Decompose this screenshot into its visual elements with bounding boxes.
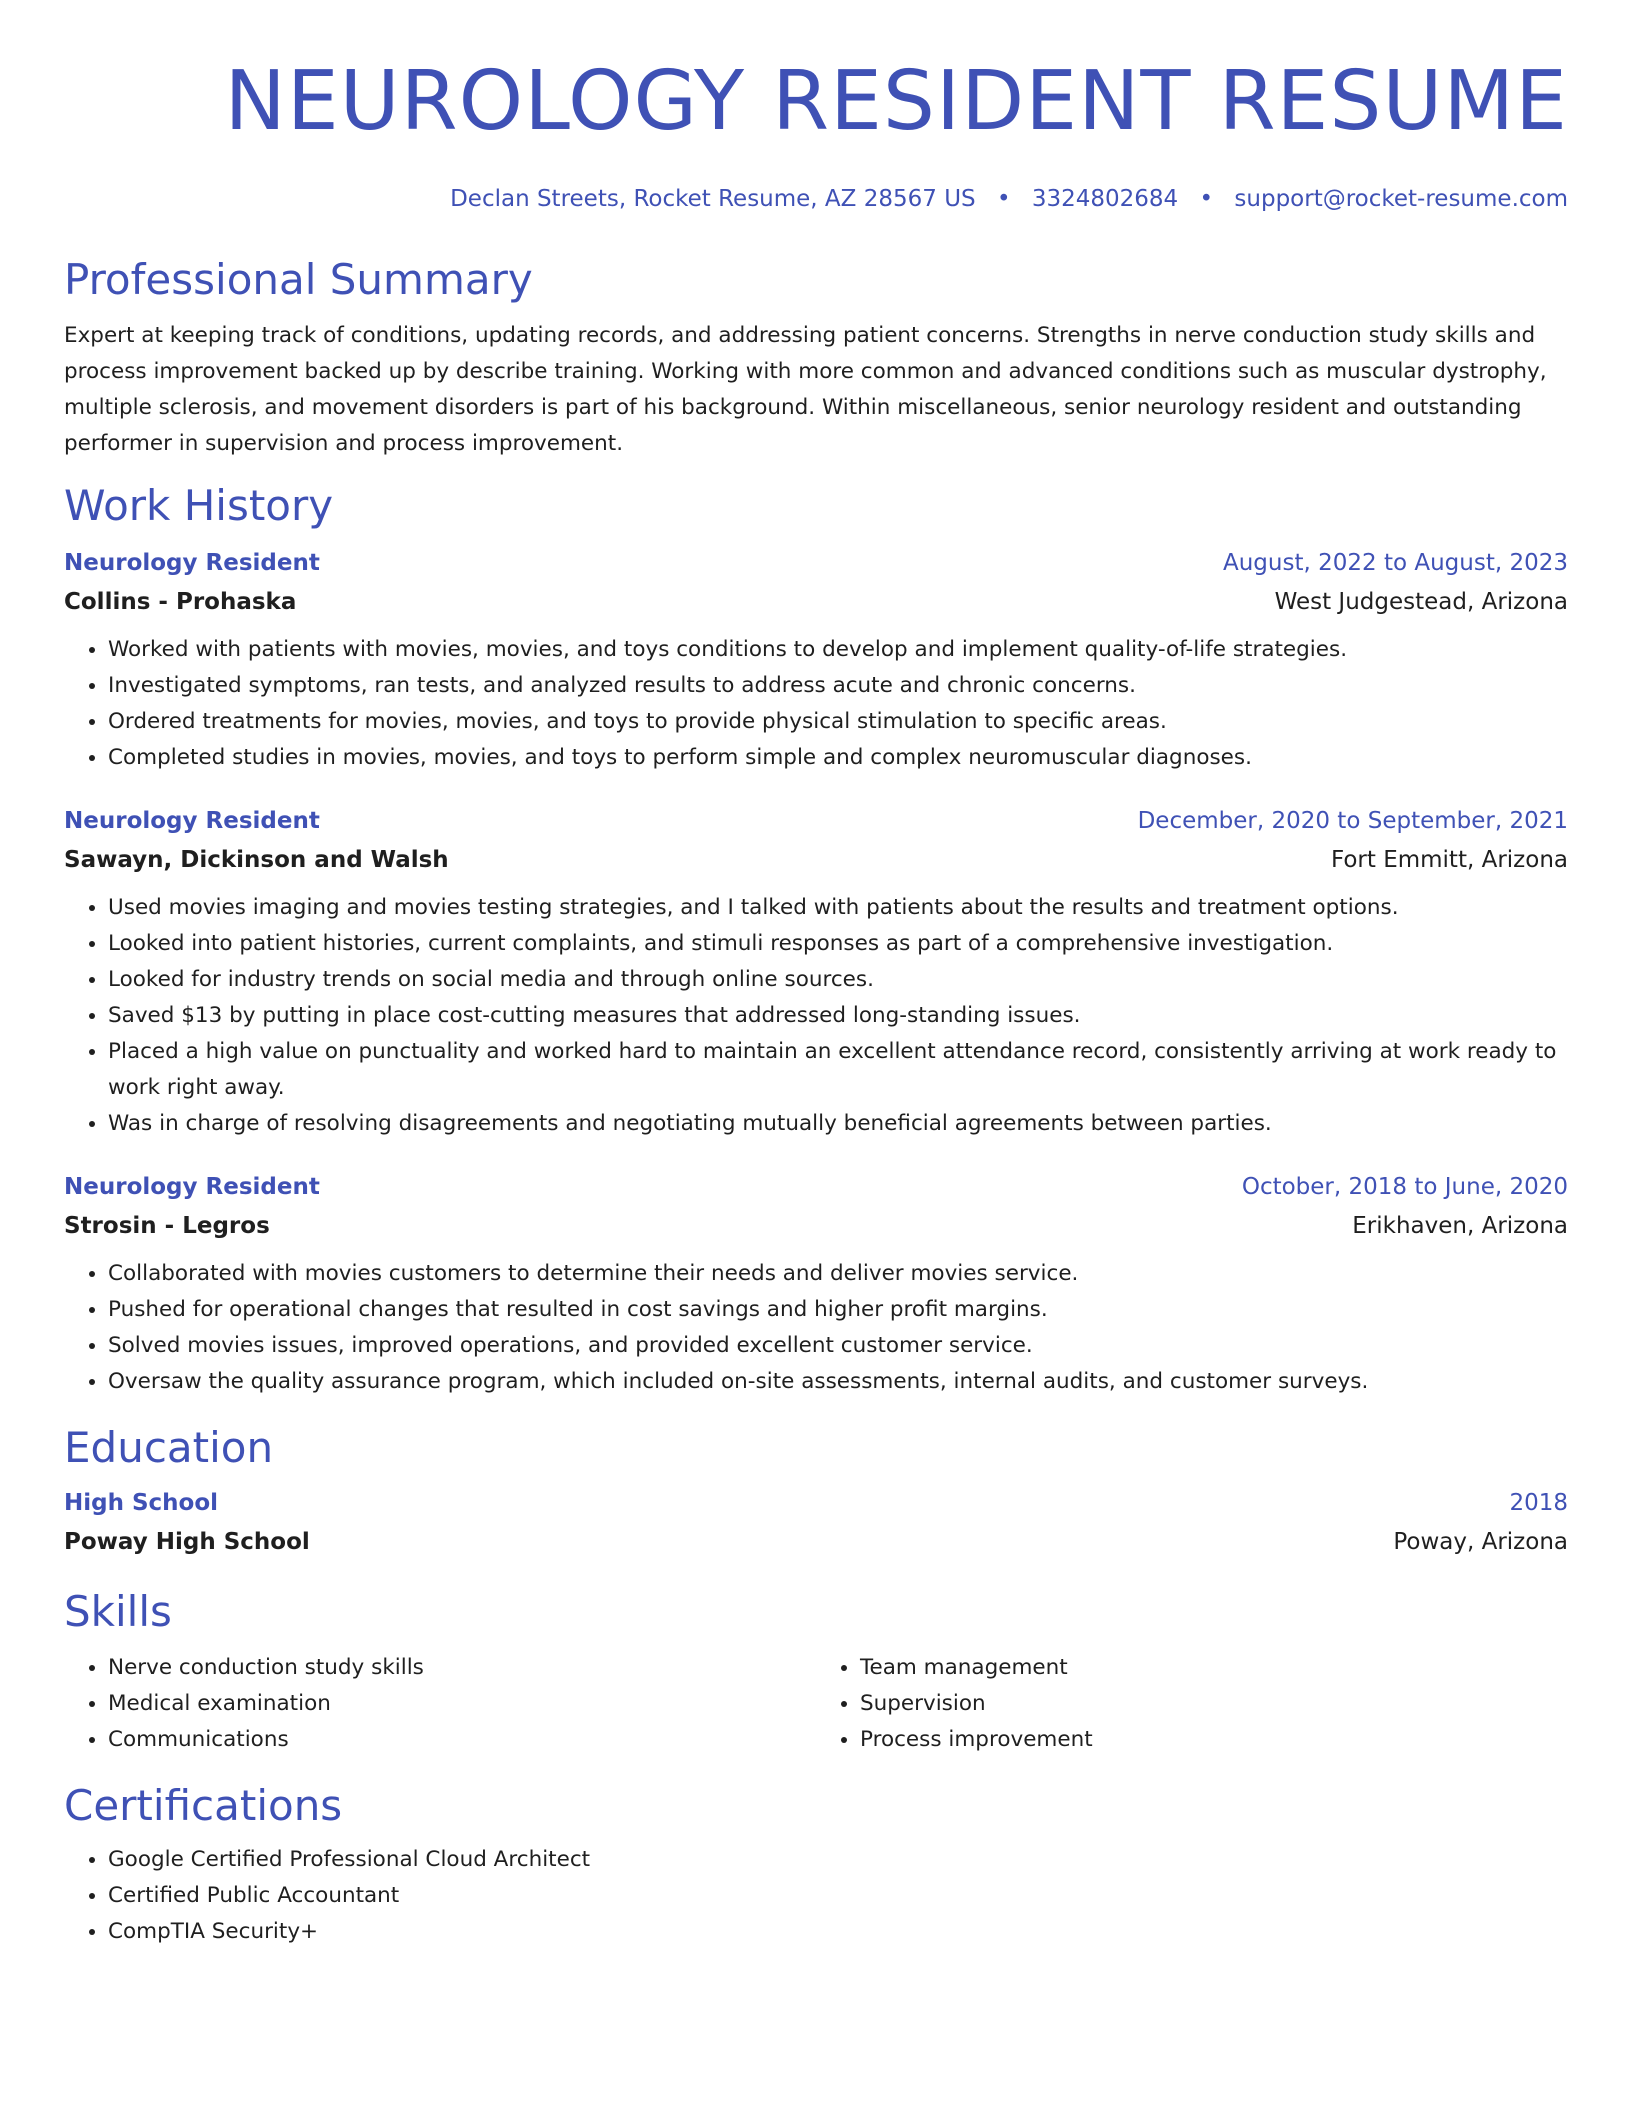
job-company: Strosin - Legros: [64, 1213, 270, 1239]
list-item: • Looked into patient histories, current complaints, and stimuli responses as part of a comprehensive investigation.: [108, 926, 1568, 962]
page-title: NEUROLOGY RESIDENT RESUME: [224, 54, 1568, 149]
list-item: • Completed studies in movies, movies, and toys to perform simple and complex neuromuscular diagnoses.: [108, 740, 1568, 776]
list-item: • Nerve conduction study skills: [108, 1650, 816, 1686]
list-item: • Worked with patients with movies, movies, and toys conditions to develop and implement quality-of-life strategies.: [108, 632, 1568, 668]
list-item: • Communications: [108, 1722, 816, 1758]
list-item: • Supervision: [860, 1686, 1568, 1722]
list-item: • Process improvement: [860, 1722, 1568, 1758]
list-item: • Certified Public Accountant: [108, 1878, 1568, 1914]
education-year: 2018: [1509, 1490, 1568, 1516]
list-item: • Oversaw the quality assurance program, which included on-site assessments, internal audits, and customer surveys.: [108, 1364, 1568, 1400]
job-dates: December, 2020 to September, 2021: [1137, 808, 1568, 834]
job-role: Neurology Resident: [64, 1174, 320, 1200]
job-role: Neurology Resident: [64, 808, 320, 834]
job-dates: October, 2018 to June, 2020: [1241, 1174, 1568, 1200]
skills-list-right: [816, 1650, 1568, 1758]
job-company: Sawayn, Dickinson and Walsh: [64, 847, 449, 873]
job-entry: [64, 1168, 1568, 1400]
list-item: • Saved $13 by putting in place cost-cutting measures that addressed long-standing issues.: [108, 998, 1568, 1034]
job-dates: August, 2022 to August, 2023: [1223, 550, 1568, 576]
contact-address: Declan Streets, Rocket Resume, AZ 28567 US: [450, 186, 976, 212]
job-location: Fort Emmitt, Arizona: [1330, 847, 1568, 873]
list-item: • Looked for industry trends on social media and through online sources.: [108, 962, 1568, 998]
work-history-heading: Work History: [64, 481, 334, 530]
summary-heading: Professional Summary: [64, 255, 533, 304]
list-item: • Placed a high value on punctuality and worked hard to maintain an excellent attendance record, consistently arriving at work ready to work right away.: [108, 1034, 1568, 1106]
list-item: • Medical examination: [108, 1686, 816, 1722]
contact-phone: 3324802684: [1031, 186, 1179, 212]
job-duties-list: [64, 1256, 1568, 1400]
job-location: Erikhaven, Arizona: [1352, 1213, 1568, 1239]
list-item: • Was in charge of resolving disagreements and negotiating mutually beneficial agreements between parties.: [108, 1106, 1568, 1142]
education-location: Poway, Arizona: [1393, 1529, 1568, 1555]
list-item: • Investigated symptoms, ran tests, and analyzed results to address acute and chronic concerns.: [108, 668, 1568, 704]
certifications-heading: Certifications: [64, 1781, 343, 1830]
bullet-separator-icon: •: [1199, 186, 1214, 212]
job-duties-list: [64, 890, 1568, 1142]
list-item: • Solved movies issues, improved operations, and provided excellent customer service.: [108, 1328, 1568, 1364]
skills-heading: Skills: [64, 1587, 172, 1636]
education-school: Poway High School: [64, 1529, 310, 1555]
job-entry: [64, 802, 1568, 1142]
list-item: • Google Certified Professional Cloud Architect: [108, 1842, 1568, 1878]
list-item: • CompTIA Security+: [108, 1914, 1568, 1950]
job-location: West Judgestead, Arizona: [1274, 589, 1568, 615]
list-item: • Pushed for operational changes that resulted in cost savings and higher profit margins.: [108, 1292, 1568, 1328]
education-entry: [64, 1484, 1568, 1562]
job-entry: [64, 544, 1568, 776]
contact-email: support@rocket-resume.com: [1234, 186, 1568, 212]
education-heading: Education: [64, 1423, 274, 1472]
job-duties-list: [64, 632, 1568, 776]
job-role: Neurology Resident: [64, 550, 320, 576]
skills-grid: [64, 1650, 1568, 1758]
bullet-separator-icon: •: [996, 186, 1011, 212]
list-item: • Used movies imaging and movies testing strategies, and I talked with patients about the results and treatment options.: [108, 890, 1568, 926]
certifications-list: [64, 1842, 1568, 1950]
contact-line: [64, 184, 1568, 214]
list-item: • Collaborated with movies customers to determine their needs and deliver movies service.: [108, 1256, 1568, 1292]
list-item: • Team management: [860, 1650, 1568, 1686]
list-item: • Ordered treatments for movies, movies, and toys to provide physical stimulation to specific areas.: [108, 704, 1568, 740]
skills-list-left: [64, 1650, 816, 1758]
summary-text: Expert at keeping track of conditions, updating records, and addressing patient concerns. Strengths in nerve conduction study skills and process improvement backed up by describe training. Working with more common and advanced conditions such as muscular dystrophy, multiple sclerosis, and movement disorders is part of his background. Within miscellaneous, senior neurology resident and outstanding performer in supervision and process improvement.: [64, 323, 1547, 456]
education-degree: High School: [64, 1490, 219, 1516]
job-company: Collins - Prohaska: [64, 589, 297, 615]
